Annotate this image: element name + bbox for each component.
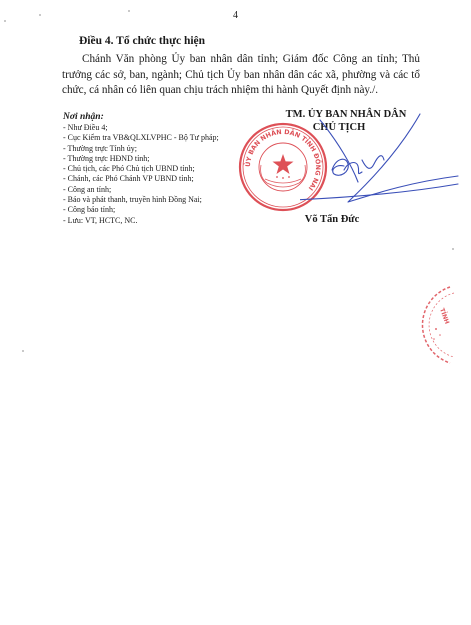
recipients-title: Nơi nhận: <box>63 112 104 122</box>
recipient-item: - Công báo tỉnh; <box>63 205 116 215</box>
page-number: 4 <box>233 10 238 21</box>
scan-speck <box>4 20 6 22</box>
scan-speck <box>39 14 41 16</box>
scan-speck <box>128 10 130 12</box>
article-body: Chánh Văn phòng Ủy ban nhân dân tỉnh; Giám đốc Công an tỉnh; Thủ trưởng các sở, ban, ngành; Chủ tịch Ủy ban nhân dân các xã, phường và các tổ chức, cá nhân có liên quan chịu trách nhiệm thi hành Quyết định này./. <box>62 53 420 96</box>
recipient-list <box>63 123 263 226</box>
edge-stamp-text: TỈNH <box>438 307 451 326</box>
signature-title-line: CHỦ TỊCH <box>312 122 366 133</box>
seal-ring-text: ỦY BAN NHÂN DÂN TỈNH ĐỒNG NAI <box>243 127 323 193</box>
signer-name: Võ Tấn Đức <box>304 214 360 225</box>
recipient-item: - Báo và phát thanh, truyền hình Đồng Nai; <box>63 195 202 205</box>
article-heading: Điều 4. Tổ chức thực hiện <box>79 35 206 47</box>
recipient-item: - Cục Kiểm tra VB&QLXLVPHC - Bộ Tư pháp; <box>63 133 219 143</box>
recipient-item: - Như Điều 4; <box>63 123 108 132</box>
scan-speck <box>22 350 24 352</box>
signature-org-line: TM. ỦY BAN NHÂN DÂN <box>285 109 407 120</box>
recipient-item: - Công an tỉnh; <box>63 184 112 194</box>
recipient-item: - Chủ tịch, các Phó Chủ tịch UBND tỉnh; <box>63 164 195 174</box>
scan-speck <box>452 248 454 250</box>
edge-seal-stamp <box>410 285 471 365</box>
recipient-item: - Thường trực HĐND tỉnh; <box>63 153 150 163</box>
recipient-item: - Lưu: VT, HCTC, NC. <box>63 215 138 225</box>
recipient-item: - Chánh, các Phó Chánh VP UBND tỉnh; <box>63 174 194 184</box>
recipient-item: - Thường trực Tỉnh ủy; <box>63 143 137 153</box>
handwritten-signature <box>300 112 460 212</box>
